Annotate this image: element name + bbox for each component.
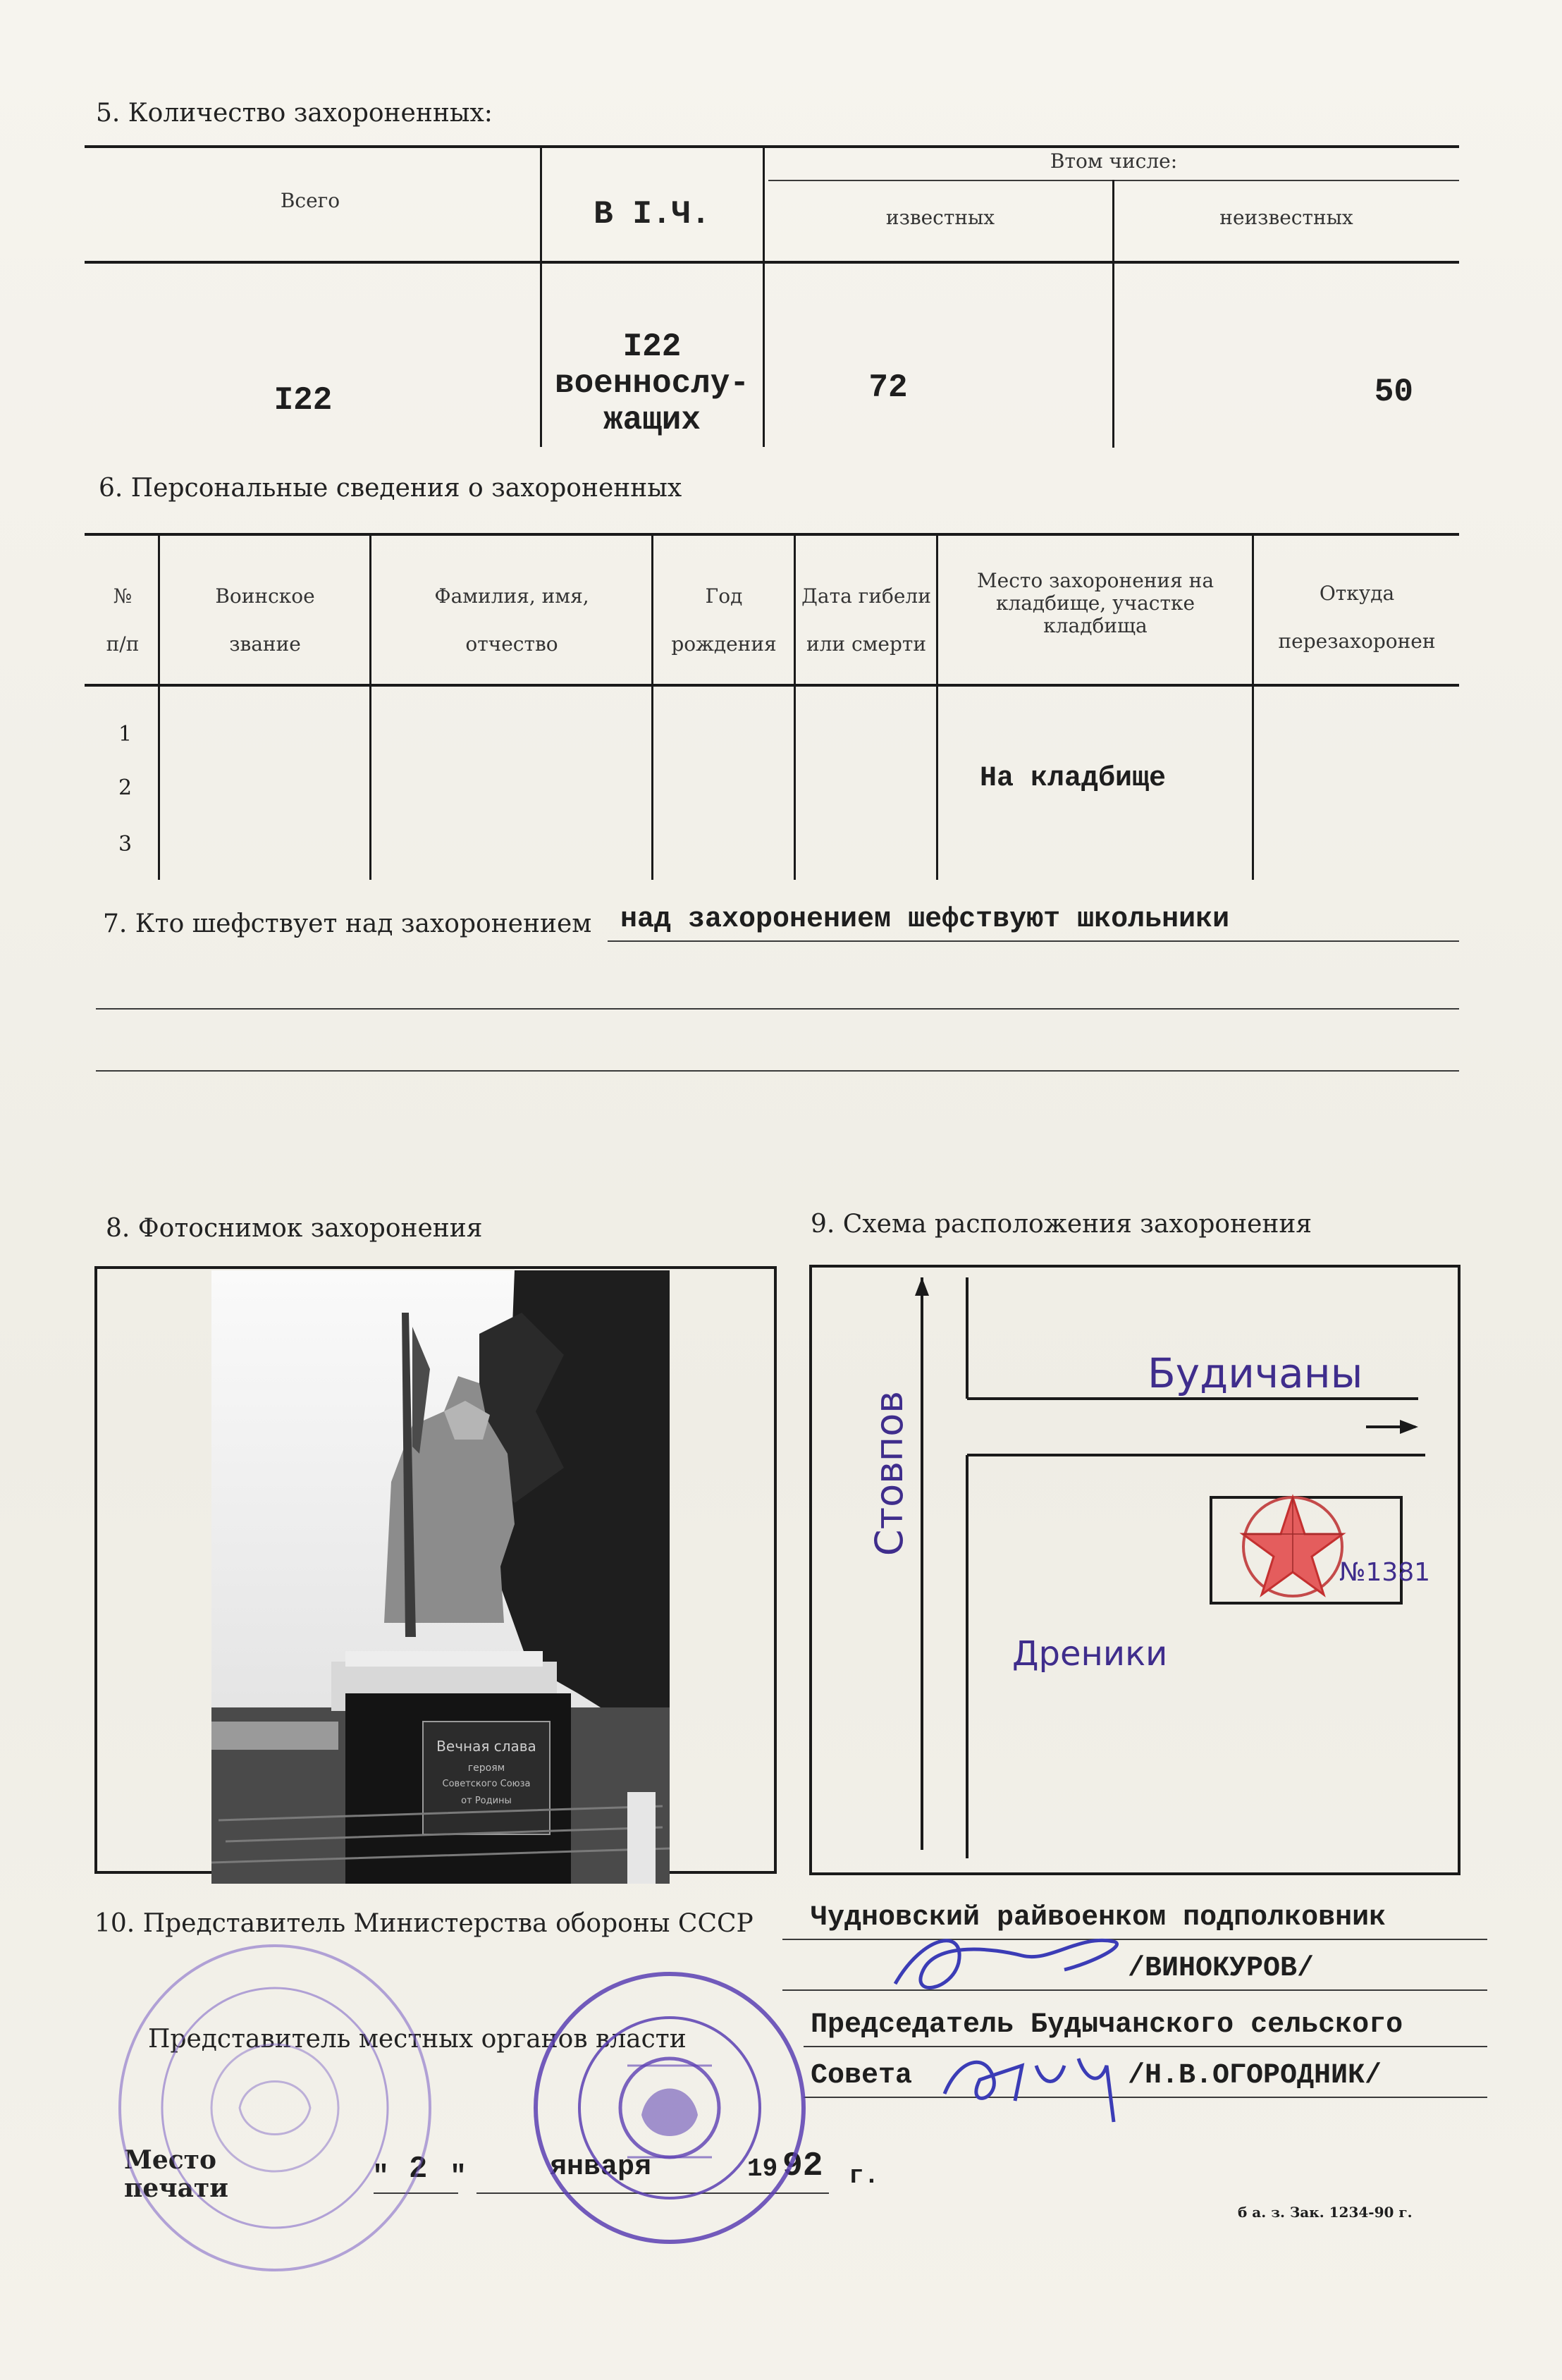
burial-place-value: На кладбище (980, 763, 1167, 795)
underline (608, 940, 1459, 942)
table6-header-from (1255, 570, 1459, 665)
table6-header-num (87, 572, 158, 668)
table5-header-military: В І.Ч. (594, 196, 711, 233)
header-text: отчество (465, 632, 558, 656)
table6-col-divider (794, 533, 796, 880)
patronage-value: над захоронением шефствуют школьники (620, 904, 1230, 936)
blank-line (96, 1070, 1459, 1072)
marker-number: №1381 (1339, 1558, 1431, 1587)
header-text: кладбища (1043, 614, 1148, 637)
value-military-line3: жащих (603, 402, 701, 438)
header-text: Место захоронения на (976, 569, 1214, 592)
value-known: 72 (868, 369, 908, 406)
table6-header-name (372, 572, 651, 668)
value-military (543, 329, 761, 438)
header-text: или смерти (806, 632, 927, 656)
table6-header-date (797, 572, 936, 668)
table6-col-divider (158, 533, 160, 880)
table5-header-unknown: неизвестных (1219, 206, 1353, 229)
signature-chairman (937, 2037, 1149, 2129)
table6-header-rank (161, 572, 369, 668)
stamp-place-label-line: Место (124, 2145, 216, 2175)
blank-line (96, 1008, 1459, 1010)
table5-col-divider (763, 145, 765, 447)
section6-title: 6. Персональные сведения о захороненных (99, 474, 682, 503)
table-row-number: 2 (118, 775, 133, 800)
date-quote-close: " (450, 2161, 467, 2193)
burial-photo (211, 1270, 670, 1884)
header-text: № (113, 584, 133, 608)
table5-top-border (85, 145, 1459, 148)
date-quote-open: " (372, 2161, 390, 2193)
value-military-line1: I22 (622, 329, 682, 365)
table5-col-divider (540, 145, 542, 447)
header-text: Год (705, 584, 743, 608)
local-representative-line2-prefix: Совета (811, 2060, 913, 2092)
header-text: Воинское (215, 584, 315, 608)
plaque-line: героям (467, 1762, 505, 1774)
date-day: 2 (409, 2152, 428, 2187)
mo-representative-line2: /ВИНОКУРОВ/ (1128, 1953, 1315, 1985)
signature-mo (881, 1920, 1149, 2005)
date-year-prefix: 19 (747, 2154, 778, 2183)
table5-col-divider (1112, 180, 1114, 448)
section8-title: 8. Фотоснимок захоронения (106, 1214, 483, 1243)
table6-header-year (654, 572, 794, 668)
table-row-number: 1 (118, 722, 133, 747)
stamp-place-label-line: печати (124, 2173, 228, 2203)
header-text: Дата гибели (801, 584, 931, 608)
header-text: звание (229, 632, 301, 656)
local-representative-name: /Н.В.ОГОРОДНИК/ (1128, 2060, 1382, 2092)
plaque-line: Вечная слава (436, 1738, 536, 1755)
section10-title: 10. Представитель Министерства обороны СССР (94, 1909, 754, 1938)
table6-col-divider (1252, 533, 1254, 880)
header-text: Откуда (1319, 582, 1395, 605)
date-month: января (550, 2152, 652, 2183)
local-authority-label: Представитель местных органов власти (148, 2025, 687, 2054)
print-mark: б а. з. Зак. 1234-90 г. (1238, 2204, 1413, 2221)
value-unknown: 50 (1374, 374, 1413, 410)
stamp-village-council (106, 1932, 444, 2284)
value-military-line2: военнослу- (554, 365, 750, 402)
table6-col-divider (651, 533, 653, 880)
date-suffix: г. (849, 2161, 880, 2190)
section9-title: 9. Схема расположения захоронения (811, 1210, 1312, 1239)
header-text: п/п (106, 632, 140, 656)
location-scheme (809, 1265, 1460, 1875)
village-label-dreniki: Дреники (1012, 1634, 1168, 1674)
section5-title: 5. Количество захороненных: (96, 99, 493, 128)
road-label-stovpov: Стовпов (867, 1390, 911, 1557)
header-text: кладбище, участке (995, 591, 1195, 615)
plaque-line: Советского Союза (442, 1779, 531, 1789)
table6-header-place (939, 570, 1252, 637)
plaque-line: от Родины (461, 1796, 512, 1806)
table5-header-border (85, 261, 1459, 264)
date-year-suffix: 92 (782, 2147, 823, 2185)
value-total: I22 (273, 382, 333, 419)
table5-header-known: известных (885, 206, 995, 229)
local-representative-line1: Председатель Будычанского сельского (811, 2009, 1403, 2041)
header-text: Фамилия, имя, (434, 584, 589, 608)
table-row-number: 3 (118, 832, 133, 857)
mo-representative-line1: Чудновский райвоенком подполковник (811, 1902, 1386, 1934)
road-label-budichany: Будичаны (1148, 1349, 1363, 1397)
section7-title: 7. Кто шефствует над захоронением (103, 909, 592, 938)
stamp-military-commissariat (522, 1953, 818, 2263)
table5-header-total: Всего (280, 189, 340, 212)
header-text: перезахоронен (1278, 630, 1436, 653)
table6-col-divider (369, 533, 371, 880)
table5-header-including: Втом числе: (1050, 149, 1178, 173)
table6-col-divider (936, 533, 938, 880)
header-text: рождения (671, 632, 777, 656)
